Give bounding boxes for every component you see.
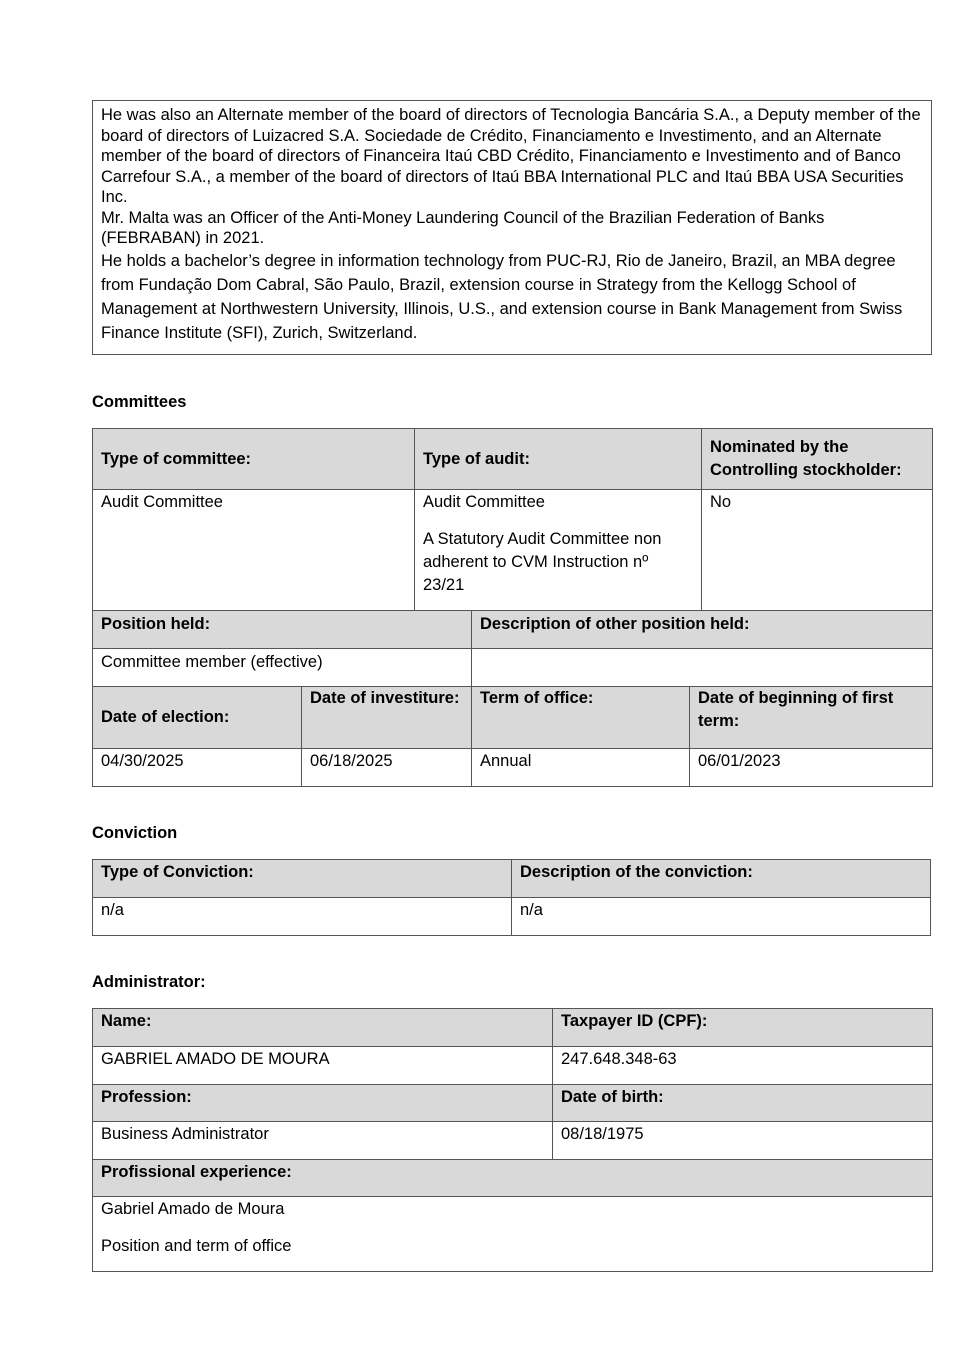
- type-of-audit-line-2: A Statutory Audit Committee non adherent to CVM Instruction nº 23/21: [423, 530, 662, 594]
- committees-table-1: [92, 428, 933, 612]
- value-taxpayer-id: 247.648.348-63: [553, 1047, 933, 1085]
- administrator-table: [92, 1008, 933, 1272]
- header-profession: Profession:: [93, 1085, 553, 1122]
- value-term-of-office: Annual: [472, 749, 690, 787]
- header-type-of-committee: Type of committee:: [93, 429, 415, 490]
- value-date-of-investiture: 06/18/2025: [302, 749, 472, 787]
- header-date-of-election: Date of election:: [93, 687, 302, 749]
- value-name: GABRIEL AMADO DE MOURA: [93, 1047, 553, 1085]
- bio-paragraph-3: He holds a bachelor’s degree in information technology from PUC-RJ, Rio de Janeiro, Brazil, an MBA degree from Fundação Dom Cabral, São Paulo, Brazil, extension course in Strategy from the Kellogg School of Management at Northwestern University, Illinois, U.S., and extension course in Bank Management from Swiss Finance Institute (SFI), Zurich, Switzerland.: [101, 251, 903, 342]
- committees-table-2: [92, 610, 933, 687]
- header-professional-experience: Profissional experience:: [93, 1160, 933, 1197]
- value-nominated: No: [702, 490, 933, 612]
- value-position-held: Committee member (effective): [93, 649, 472, 687]
- value-profession: Business Administrator: [93, 1122, 553, 1160]
- value-first-term: 06/01/2023: [690, 749, 933, 787]
- header-nominated: Nominated by the Controlling stockholder:: [702, 429, 933, 490]
- value-type-of-audit: [415, 490, 702, 612]
- experience-subtitle: Position and term of office: [101, 1237, 292, 1255]
- header-date-of-investiture: Date of investiture:: [302, 687, 472, 749]
- value-type-of-conviction: n/a: [93, 898, 512, 936]
- administrator-title: Administrator:: [92, 973, 206, 991]
- header-first-term: Date of beginning of first term:: [690, 687, 933, 749]
- conviction-table: [92, 859, 931, 936]
- conviction-title: Conviction: [92, 824, 178, 842]
- value-other-position: [472, 649, 933, 687]
- header-date-of-birth: Date of birth:: [553, 1085, 933, 1122]
- value-type-of-committee: Audit Committee: [93, 490, 415, 612]
- biography-box: [92, 100, 932, 355]
- header-type-of-conviction: Type of Conviction:: [93, 860, 512, 898]
- header-term-of-office: Term of office:: [472, 687, 690, 749]
- header-name: Name:: [93, 1009, 553, 1047]
- value-date-of-election: 04/30/2025: [93, 749, 302, 787]
- value-date-of-birth: 08/18/1975: [553, 1122, 933, 1160]
- value-description-of-conviction: n/a: [512, 898, 931, 936]
- header-description-of-conviction: Description of the conviction:: [512, 860, 931, 898]
- experience-name: Gabriel Amado de Moura: [101, 1200, 285, 1218]
- header-taxpayer-id: Taxpayer ID (CPF):: [553, 1009, 933, 1047]
- bio-paragraph-2: Mr. Malta was an Officer of the Anti-Money Laundering Council of the Brazilian Federation of Banks (FEBRABAN) in 2021.: [101, 208, 825, 247]
- type-of-audit-line-1: Audit Committee: [423, 493, 545, 511]
- committees-title: Committees: [92, 393, 187, 411]
- header-type-of-audit: Type of audit:: [415, 429, 702, 490]
- bio-paragraph-1: He was also an Alternate member of the board of directors of Tecnologia Bancária S.A., a Deputy member of the board of directors of Luizacred S.A. Sociedade de Crédito, Financiamento e Investimento, and an Alternate member of the board of directors of Financeira Itaú CBD Crédito, Financiamento e Investimento and of Banco Carrefour S.A., a member of the board of directors of Itaú BBA International PLC and Itaú BBA USA Securities Inc.: [101, 106, 921, 206]
- committees-table-3: [92, 686, 933, 787]
- header-other-position: Description of other position held:: [472, 611, 933, 649]
- header-position-held: Position held:: [93, 611, 472, 649]
- value-professional-experience: [93, 1197, 933, 1272]
